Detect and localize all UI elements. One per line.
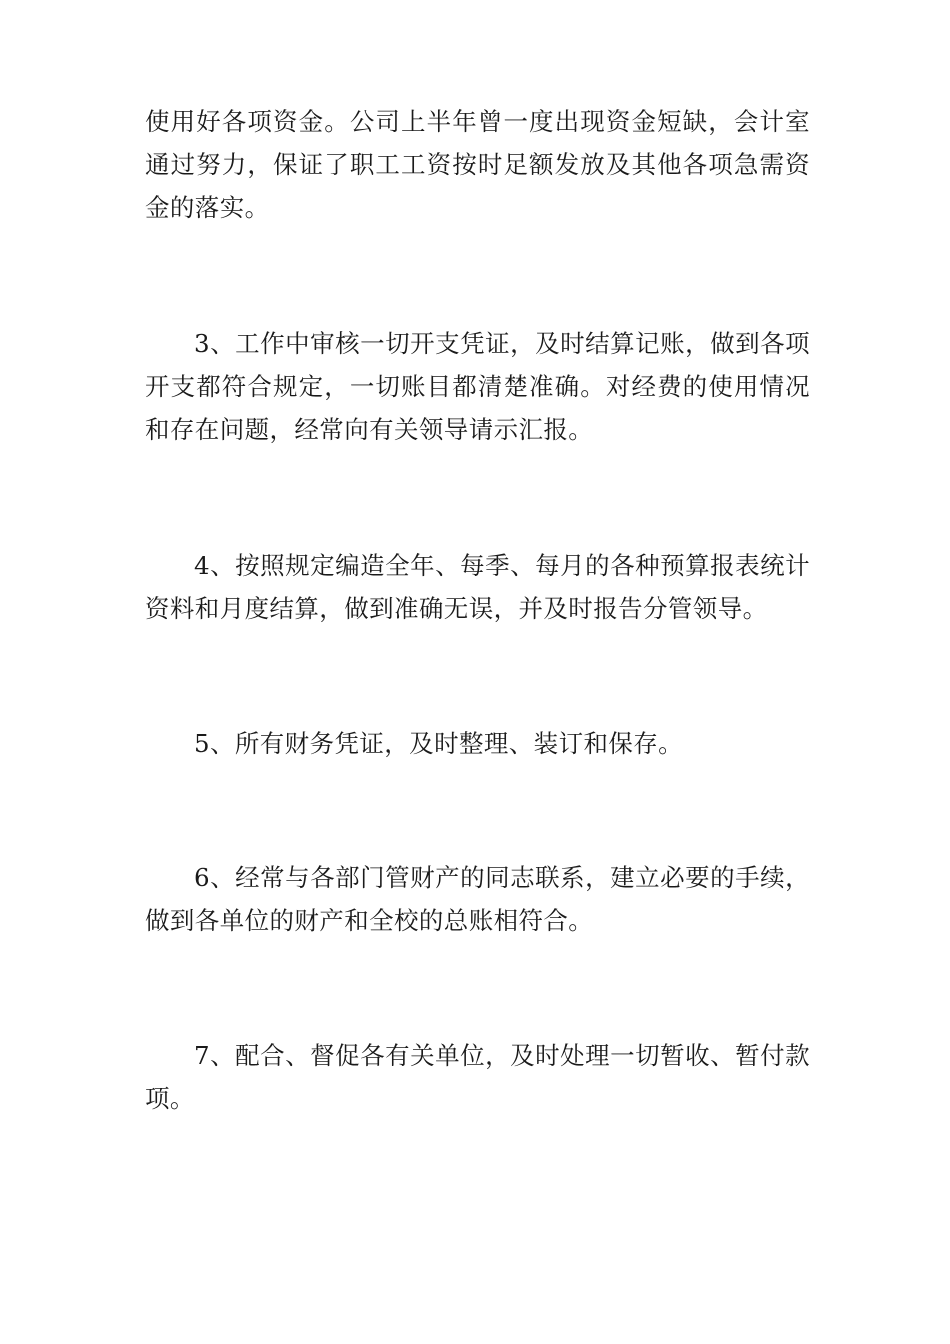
paragraph-item-6: 6、经常与各部门管财产的同志联系，建立必要的手续，做到各单位的财产和全校的总账相符合。 [145, 863, 810, 935]
paragraph-item-3: 3、工作中审核一切开支凭证，及时结算记账，做到各项开支都符合规定，一切账目都清楚准确。对经费的使用情况和存在问题，经常向有关领导请示汇报。 [145, 329, 810, 444]
paragraph-item-4: 4、按照规定编造全年、每季、每月的各种预算报表统计资料和月度结算，做到准确无误，并及时报告分管领导。 [145, 551, 810, 623]
paragraph-continuation: 使用好各项资金。公司上半年曾一度出现资金短缺，会计室通过努力，保证了职工工资按时足额发放及其他各项急需资金的落实。 [145, 107, 810, 222]
paragraph-item-7: 7、配合、督促各有关单位，及时处理一切暂收、暂付款项。 [145, 1041, 810, 1113]
paragraph-item-5: 5、所有财务凭证，及时整理、装订和保存。 [194, 729, 684, 758]
